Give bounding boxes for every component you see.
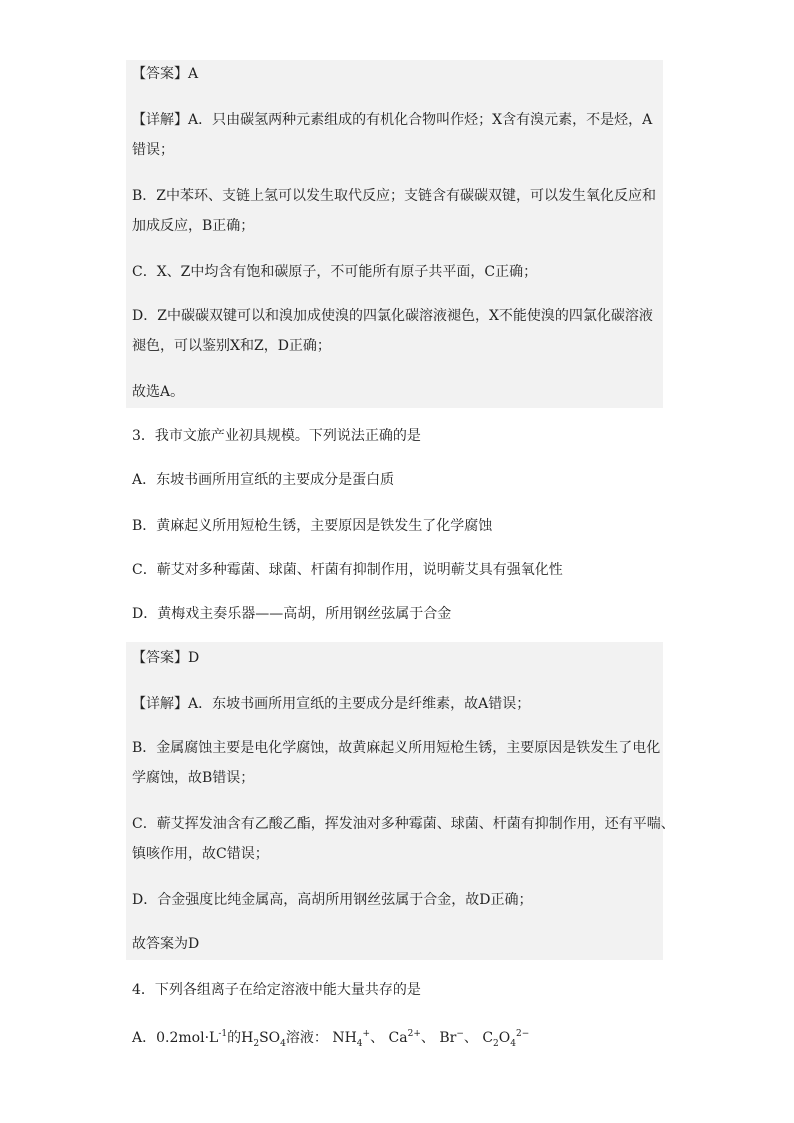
answer-block-q3 bbox=[126, 642, 663, 960]
connector-text: 的 bbox=[227, 1030, 242, 1046]
option-d: D．黄梅戏主奏乐器——高胡，所用钢丝弦属于合金 bbox=[132, 606, 452, 622]
ion-ammonium: NH bbox=[332, 1030, 357, 1046]
detail-line: 【详解】A．东坡书画所用宣纸的主要成分是纤维素，故A错误； bbox=[132, 696, 531, 712]
detail-line: 【详解】A．只由碳氢两种元素组成的有机化合物叫作烃；X含有溴元素，不是烃，A bbox=[132, 112, 653, 128]
separator: 、 bbox=[370, 1030, 385, 1046]
conclusion-line: 故选A。 bbox=[132, 384, 185, 400]
detail-line: D．合金强度比纯金属高，高胡所用钢丝弦属于合金，故D正确； bbox=[132, 892, 533, 908]
acid-so-subscript: 4 bbox=[280, 1039, 286, 1049]
detail-line: 褪色，可以鉴别X和Z，D正确； bbox=[132, 338, 331, 354]
detail-line: 镇咳作用，故C错误； bbox=[132, 846, 269, 862]
acid-so: SO bbox=[259, 1030, 281, 1046]
ion-calcium: Ca bbox=[388, 1030, 408, 1046]
answer-label: 【答案】D bbox=[132, 650, 200, 666]
option-prefix: A． bbox=[132, 1030, 157, 1046]
ion-charge: 2+ bbox=[407, 1029, 421, 1039]
acid-h: H bbox=[241, 1030, 254, 1046]
option-c: C．蕲艾对多种霉菌、球菌、杆菌有抑制作用，说明蕲艾具有强氧化性 bbox=[132, 562, 563, 578]
ion-subscript: 2 bbox=[493, 1039, 499, 1049]
detail-line: C．蕲艾挥发油含有乙酸乙酯，挥发油对多种霉菌、球菌、杆菌有抑制作用，还有平喘、 bbox=[132, 816, 675, 832]
detail-line: 学腐蚀，故B错误； bbox=[132, 770, 255, 786]
concentration-exponent: -1 bbox=[218, 1029, 228, 1039]
option-b: B．黄麻起义所用短枪生锈，主要原因是铁发生了化学腐蚀 bbox=[132, 518, 493, 534]
ion-charge: 2− bbox=[515, 1029, 530, 1039]
ion-charge: + bbox=[362, 1029, 371, 1039]
solution-label: 溶液： bbox=[285, 1030, 328, 1046]
detail-line: D．Z中碳碳双键可以和溴加成使溴的四氯化碳溶液褪色，X不能使溴的四氯化碳溶液 bbox=[132, 308, 653, 324]
detail-line: 加成反应，B正确； bbox=[132, 218, 255, 234]
ion-oxalate-c: C bbox=[482, 1030, 494, 1046]
ion-oxalate-o: O bbox=[498, 1030, 511, 1046]
question-stem: 3．我市文旅产业初具规模。下列说法正确的是 bbox=[132, 428, 421, 444]
separator: 、 bbox=[463, 1030, 478, 1046]
acid-h-subscript: 2 bbox=[253, 1039, 260, 1049]
answer-label: 【答案】A bbox=[132, 66, 199, 82]
detail-line: C．X、Z中均含有饱和碳原子，不可能所有原子共平面，C正确； bbox=[132, 264, 538, 280]
option-a bbox=[132, 1028, 529, 1050]
question-stem: 4．下列各组离子在给定溶液中能大量共存的是 bbox=[132, 982, 421, 998]
ion-charge: − bbox=[456, 1029, 464, 1039]
concentration: 0.2mol·L bbox=[156, 1030, 219, 1046]
ion-bromide: Br bbox=[439, 1030, 457, 1046]
ion-subscript: 4 bbox=[510, 1039, 516, 1049]
detail-line: 错误； bbox=[132, 142, 174, 158]
detail-line: B．Z中苯环、支链上氢可以发生取代反应；支链含有碳碳双键，可以发生氧化反应和 bbox=[132, 188, 657, 204]
ion-subscript: 4 bbox=[356, 1039, 363, 1049]
separator: 、 bbox=[420, 1030, 435, 1046]
detail-line: B．金属腐蚀主要是电化学腐蚀，故黄麻起义所用短枪生锈，主要原因是铁发生了电化 bbox=[132, 740, 661, 756]
option-a: A．东坡书画所用宣纸的主要成分是蛋白质 bbox=[132, 472, 395, 488]
conclusion-line: 故答案为D bbox=[132, 936, 200, 952]
